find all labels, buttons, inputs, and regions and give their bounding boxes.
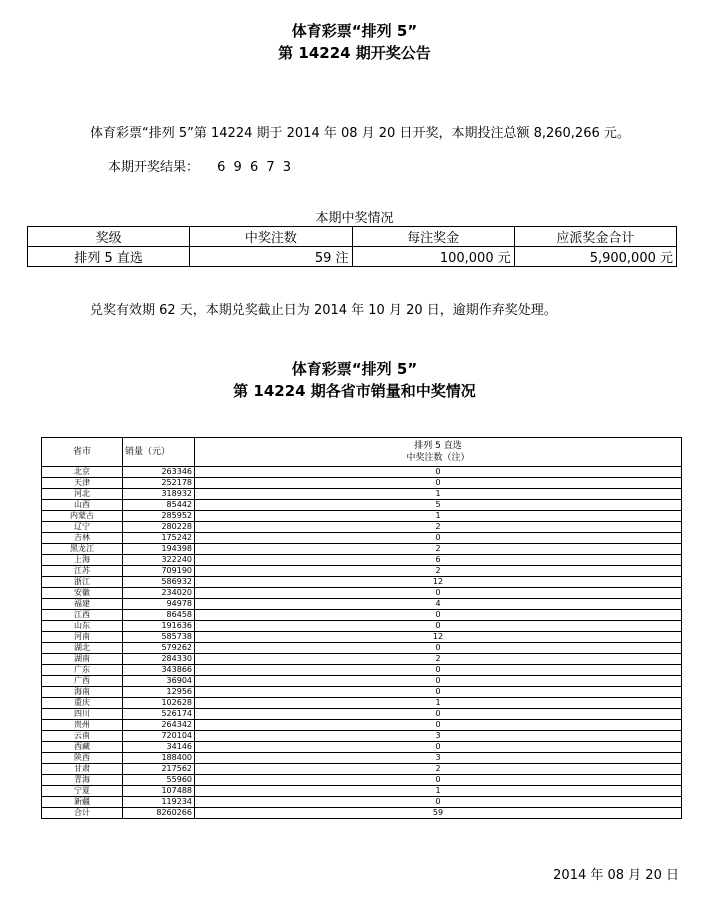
header-prize-per-bet: 每注奖金 (352, 227, 514, 247)
winning-count-cell: 0 (195, 467, 682, 478)
table-row (42, 698, 682, 709)
sales-cell: 284330 (123, 654, 195, 665)
table-row (42, 643, 682, 654)
province-cell: 江西 (42, 610, 123, 621)
winning-count-cell: 2 (195, 566, 682, 577)
province-cell: 吉林 (42, 533, 123, 544)
province-cell: 西藏 (42, 742, 123, 753)
header-province: 省市 (42, 438, 123, 467)
sales-cell: 264342 (123, 720, 195, 731)
sales-cell: 188400 (123, 753, 195, 764)
sales-cell: 119234 (123, 797, 195, 808)
winning-count-cell: 2 (195, 764, 682, 775)
winning-count-cell: 0 (195, 709, 682, 720)
sales-cell: 709190 (123, 566, 195, 577)
header-sales: 销量（元） (123, 438, 195, 467)
province-cell: 四川 (42, 709, 123, 720)
winning-count-cell: 2 (195, 544, 682, 555)
table-row (42, 786, 682, 797)
winning-count-cell: 0 (195, 797, 682, 808)
province-cell: 河北 (42, 489, 123, 500)
table-row (42, 599, 682, 610)
winning-count-cell: 3 (195, 753, 682, 764)
draw-result-numbers: 6 9 6 7 3 (217, 160, 294, 175)
province-cell: 福建 (42, 599, 123, 610)
table-row (42, 533, 682, 544)
winning-count-cell: 0 (195, 478, 682, 489)
table-row (42, 632, 682, 643)
winning-count-cell: 0 (195, 676, 682, 687)
sales-cell: 194398 (123, 544, 195, 555)
table-row (42, 808, 682, 819)
province-cell: 上海 (42, 555, 123, 566)
table-row (42, 555, 682, 566)
table-row (42, 731, 682, 742)
sales-cell: 526174 (123, 709, 195, 720)
table-row (42, 665, 682, 676)
sales-cell: 55960 (123, 775, 195, 786)
sales-cell: 318932 (123, 489, 195, 500)
sales-cell: 86458 (123, 610, 195, 621)
sales-cell: 252178 (123, 478, 195, 489)
table-row (42, 489, 682, 500)
table-row (42, 621, 682, 632)
prize-level: 排列 5 直选 (28, 247, 190, 267)
winning-count-cell: 6 (195, 555, 682, 566)
header-winning (195, 438, 682, 467)
sales-cell: 8260266 (123, 808, 195, 819)
province-cell: 海南 (42, 687, 123, 698)
province-cell: 辽宁 (42, 522, 123, 533)
winning-count-cell: 0 (195, 742, 682, 753)
winning-count-cell: 3 (195, 731, 682, 742)
table-row (42, 742, 682, 753)
validity-note: 兑奖有效期 62 天，本期兑奖截止日为 2014 年 10 月 20 日，逾期作弃奖处理。 (90, 303, 557, 318)
winning-count-cell: 12 (195, 577, 682, 588)
table-row (42, 654, 682, 665)
winning-count-cell: 1 (195, 786, 682, 797)
province-cell: 广西 (42, 676, 123, 687)
province-cell: 新疆 (42, 797, 123, 808)
winning-count-cell: 59 (195, 808, 682, 819)
province-cell: 合计 (42, 808, 123, 819)
sales-cell: 720104 (123, 731, 195, 742)
prize-table-row (28, 247, 677, 267)
sales-cell: 107488 (123, 786, 195, 797)
sales-cell: 343866 (123, 665, 195, 676)
sales-cell: 585738 (123, 632, 195, 643)
winning-count: 59 注 (190, 247, 352, 267)
table-row (42, 753, 682, 764)
sales-cell: 579262 (123, 643, 195, 654)
table-row (42, 687, 682, 698)
province-cell: 宁夏 (42, 786, 123, 797)
winning-count-cell: 1 (195, 489, 682, 500)
table-row (42, 478, 682, 489)
winning-count-cell: 2 (195, 654, 682, 665)
sales-cell: 94978 (123, 599, 195, 610)
announcement-title-line2: 第 14224 期开奖公告 (278, 44, 431, 62)
table-row (42, 709, 682, 720)
sales-cell: 12956 (123, 687, 195, 698)
winning-count-cell: 0 (195, 775, 682, 786)
winning-count-cell: 0 (195, 588, 682, 599)
province-cell: 北京 (42, 467, 123, 478)
header-winning-line2: 中奖注数（注） (406, 453, 470, 463)
prize-per-bet: 100,000 元 (352, 247, 514, 267)
table-row (42, 676, 682, 687)
sales-cell: 322240 (123, 555, 195, 566)
prize-table-header-row (28, 227, 677, 247)
province-cell: 山西 (42, 500, 123, 511)
prize-table (27, 226, 677, 267)
sales-cell: 280228 (123, 522, 195, 533)
province-cell: 湖南 (42, 654, 123, 665)
winning-count-cell: 0 (195, 643, 682, 654)
header-total-prize: 应派奖金合计 (514, 227, 676, 247)
province-cell: 河南 (42, 632, 123, 643)
sales-cell: 191636 (123, 621, 195, 632)
province-cell: 山东 (42, 621, 123, 632)
sales-cell: 102628 (123, 698, 195, 709)
sales-cell: 285952 (123, 511, 195, 522)
sales-table (41, 437, 682, 819)
province-cell: 黑龙江 (42, 544, 123, 555)
winning-count-cell: 12 (195, 632, 682, 643)
table-row (42, 522, 682, 533)
province-cell: 江苏 (42, 566, 123, 577)
winning-count-cell: 0 (195, 665, 682, 676)
header-winning-count: 中奖注数 (190, 227, 352, 247)
sales-cell: 36904 (123, 676, 195, 687)
header-winning-line1: 排列 5 直选 (414, 441, 462, 451)
table-row (42, 577, 682, 588)
table-row (42, 467, 682, 478)
province-cell: 湖北 (42, 643, 123, 654)
table-row (42, 764, 682, 775)
winning-count-cell: 5 (195, 500, 682, 511)
winning-count-cell: 0 (195, 720, 682, 731)
table-row (42, 775, 682, 786)
table-row (42, 566, 682, 577)
intro-paragraph: 体育彩票“排列 5”第 14224 期于 2014 年 08 月 20 日开奖，本期投注总额 8,260,266 元。 (90, 126, 630, 141)
footer-date: 2014 年 08 月 20 日 (553, 868, 679, 883)
province-cell: 甘肃 (42, 764, 123, 775)
province-cell: 云南 (42, 731, 123, 742)
winning-count-cell: 4 (195, 599, 682, 610)
table-row (42, 797, 682, 808)
sales-cell: 175242 (123, 533, 195, 544)
province-cell: 青海 (42, 775, 123, 786)
winning-count-cell: 2 (195, 522, 682, 533)
header-prize-level: 奖级 (28, 227, 190, 247)
province-cell: 广东 (42, 665, 123, 676)
sales-cell: 34146 (123, 742, 195, 753)
province-cell: 贵州 (42, 720, 123, 731)
table-row (42, 720, 682, 731)
winning-count-cell: 0 (195, 621, 682, 632)
sales-title-line1: 体育彩票“排列 5” (291, 360, 418, 378)
sales-cell: 85442 (123, 500, 195, 511)
winning-count-cell: 1 (195, 511, 682, 522)
winning-count-cell: 1 (195, 698, 682, 709)
province-cell: 浙江 (42, 577, 123, 588)
sales-cell: 586932 (123, 577, 195, 588)
table-row (42, 588, 682, 599)
draw-result-label: 本期开奖结果： (108, 160, 200, 175)
winning-count-cell: 0 (195, 533, 682, 544)
table-row (42, 610, 682, 621)
sales-table-header-row (42, 438, 682, 467)
sales-cell: 263346 (123, 467, 195, 478)
table-row (42, 544, 682, 555)
sales-cell: 217562 (123, 764, 195, 775)
province-cell: 安徽 (42, 588, 123, 599)
province-cell: 重庆 (42, 698, 123, 709)
sales-title-line2: 第 14224 期各省市销量和中奖情况 (233, 382, 476, 400)
table-row (42, 511, 682, 522)
winning-count-cell: 0 (195, 610, 682, 621)
announcement-title-line1: 体育彩票“排列 5” (291, 22, 418, 40)
province-cell: 陕西 (42, 753, 123, 764)
sales-cell: 234020 (123, 588, 195, 599)
province-cell: 天津 (42, 478, 123, 489)
table-row (42, 500, 682, 511)
province-cell: 内蒙古 (42, 511, 123, 522)
total-prize: 5,900,000 元 (514, 247, 676, 267)
draw-result (108, 156, 293, 175)
winning-count-cell: 0 (195, 687, 682, 698)
prize-table-caption: 本期中奖情况 (315, 211, 394, 226)
